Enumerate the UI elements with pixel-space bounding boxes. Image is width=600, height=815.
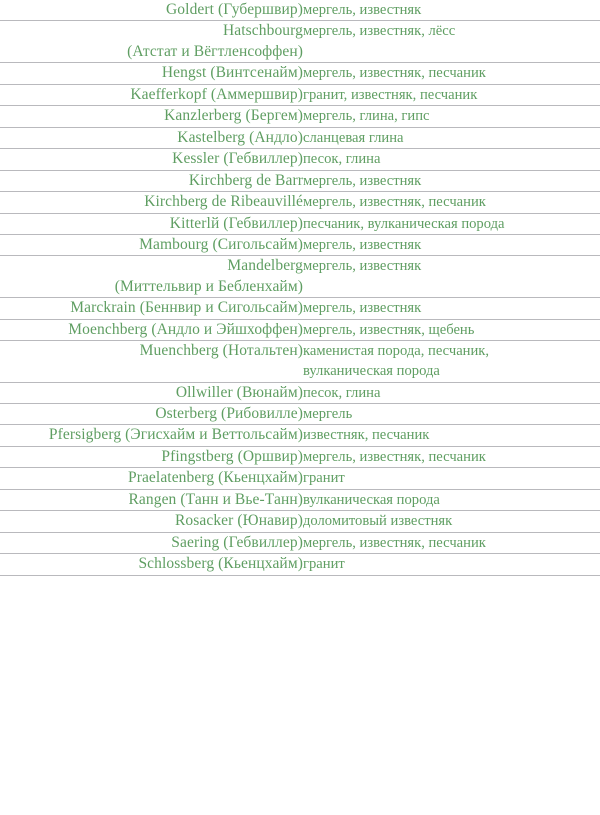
table-row <box>0 213 600 234</box>
soil-type-line: сланцевая глина <box>303 129 404 146</box>
vineyard-name-subline: (Миттельвир и Бебленхайм) <box>114 277 303 295</box>
table-row <box>0 63 600 84</box>
vineyard-name-cell <box>0 468 303 489</box>
table-row <box>0 489 600 510</box>
soil-type-line: мергель, известняк, песчаник <box>303 194 486 211</box>
vineyard-name-line: Osterberg (Рибовилле) <box>155 404 303 422</box>
table-row <box>0 192 600 213</box>
table-row <box>0 468 600 489</box>
vineyard-name-cell <box>0 234 303 255</box>
vineyard-name-line: Rosacker (Юнавир) <box>174 512 303 530</box>
vineyard-name-line: Hatschbourg <box>222 22 303 40</box>
soil-type-line: мергель, глина, гипс <box>303 108 430 125</box>
soil-type-line: мергель, известняк, песчаник <box>303 448 486 465</box>
soil-type-cell <box>303 446 600 467</box>
vineyard-name-cell <box>0 256 303 298</box>
vineyard-name-line: Muenchberg (Нотальтен) <box>139 342 303 360</box>
soil-type-cell <box>303 21 600 63</box>
vineyard-name-cell <box>0 149 303 170</box>
vineyard-name-cell <box>0 63 303 84</box>
soil-type-line: каменистая порода, песчаник, <box>303 343 490 360</box>
vineyard-name-cell <box>0 319 303 340</box>
soil-type-cell <box>303 84 600 105</box>
soil-type-cell <box>303 192 600 213</box>
table-row <box>0 446 600 467</box>
vineyard-name-cell <box>0 382 303 403</box>
soil-type-cell <box>303 403 600 424</box>
table-row <box>0 84 600 105</box>
table-row <box>0 106 600 127</box>
soil-type-cell <box>303 256 600 298</box>
vineyard-name-line: Ollwiller (Вюнайм) <box>175 383 303 401</box>
vineyard-name-cell <box>0 341 303 382</box>
table-row <box>0 127 600 148</box>
vineyard-name-line: Hengst (Винтсенайм) <box>161 64 303 82</box>
vineyard-name-cell <box>0 511 303 532</box>
vineyard-name-line: Kaefferkopf (Аммершвир) <box>130 85 303 103</box>
soil-type-line: гранит <box>303 470 345 487</box>
vineyard-name-line: Mandelberg <box>227 257 303 275</box>
soil-type-cell <box>303 213 600 234</box>
table-row <box>0 21 600 63</box>
soil-type-cell <box>303 170 600 191</box>
soil-type-cell <box>303 554 600 575</box>
vineyard-name-line: Goldert (Губершвир) <box>166 1 303 18</box>
soil-type-line: гранит <box>303 556 345 573</box>
vineyard-name-line: Pfersigberg (Эгисхайм и Веттольсайм) <box>48 426 303 444</box>
soil-type-cell <box>303 489 600 510</box>
vineyard-name-line: Kessler (Гебвиллер) <box>172 150 303 168</box>
table-row <box>0 149 600 170</box>
soil-type-line: мергель, известняк, лёсс <box>303 23 456 40</box>
table-row <box>0 0 600 21</box>
soil-type-cell <box>303 149 600 170</box>
vineyard-name-line: Kirchberg de Barr <box>188 171 303 189</box>
table-row <box>0 170 600 191</box>
soil-type-cell <box>303 106 600 127</box>
vineyard-name-cell <box>0 127 303 148</box>
soil-type-line: мергель, известняк <box>303 2 422 18</box>
vineyard-name-line: Praelatenberg (Кьенцхайм) <box>127 469 303 487</box>
vineyard-name-cell <box>0 192 303 213</box>
vineyard-name-cell <box>0 425 303 446</box>
table-row <box>0 298 600 319</box>
vineyard-name-cell <box>0 170 303 191</box>
table-row <box>0 532 600 553</box>
table-row <box>0 256 600 298</box>
vineyard-name-cell <box>0 298 303 319</box>
vineyard-name-cell <box>0 446 303 467</box>
soil-type-line: известняк, песчаник <box>303 427 430 444</box>
table-row <box>0 511 600 532</box>
vineyard-name-line: Kitterlй (Гебвиллер) <box>169 214 303 232</box>
vineyard-name-cell <box>0 489 303 510</box>
table-row <box>0 554 600 575</box>
vineyard-name-cell <box>0 554 303 575</box>
table-row <box>0 382 600 403</box>
soil-type-line: гранит, известняк, песчаник <box>303 86 478 103</box>
soil-type-line: песчаник, вулканическая порода <box>303 215 505 232</box>
soil-type-line: мергель, известняк, песчаник <box>303 65 486 82</box>
vineyard-name-line: Marckrain (Беннвир и Сигольсайм) <box>70 299 303 317</box>
vineyard-name-line: Mambourg (Сигольсайм) <box>139 235 303 253</box>
soil-type-line: мергель, известняк, песчаник <box>303 534 486 551</box>
table-row <box>0 319 600 340</box>
soil-type-line: доломитовый известняк <box>303 513 453 530</box>
vineyard-name-line: Kanzlerberg (Бергем) <box>164 107 303 125</box>
vineyard-name-cell <box>0 403 303 424</box>
soil-type-cell <box>303 511 600 532</box>
soil-type-line: мергель, известняк <box>303 172 422 189</box>
table-row <box>0 234 600 255</box>
vineyard-name-line: Kastelberg (Андло) <box>177 128 303 146</box>
vineyard-name-subline: (Атстат и Вёгтленсоффен) <box>127 42 303 60</box>
soil-type-cell <box>303 468 600 489</box>
soil-type-line: мергель, известняк <box>303 258 422 275</box>
soil-type-cell <box>303 425 600 446</box>
soil-type-cell <box>303 63 600 84</box>
soil-type-cell <box>303 0 600 21</box>
soil-type-line: мергель <box>303 405 353 422</box>
soil-type-cell <box>303 234 600 255</box>
soil-type-subline: вулканическая порода <box>303 363 440 380</box>
vineyard-name-line: Pfingstberg (Оршвир) <box>161 447 303 465</box>
soil-type-line: вулканическая порода <box>303 491 440 508</box>
vineyard-name-cell <box>0 84 303 105</box>
vineyard-name-cell <box>0 106 303 127</box>
soil-type-cell <box>303 382 600 403</box>
soil-type-line: мергель, известняк <box>303 300 422 317</box>
vineyard-name-cell <box>0 213 303 234</box>
soil-type-line: мергель, известняк <box>303 236 422 253</box>
vineyard-name-cell <box>0 0 303 21</box>
soil-type-cell <box>303 319 600 340</box>
soil-type-cell <box>303 341 600 382</box>
vineyard-name-line: Saering (Гебвиллер) <box>171 533 303 551</box>
vineyard-name-line: Moenchberg (Андло и Эйшхоффен) <box>68 320 303 338</box>
table-row <box>0 425 600 446</box>
soil-type-line: мергель, известняк, щебень <box>303 321 475 338</box>
soil-type-cell <box>303 532 600 553</box>
vineyard-name-line: Rangen (Танн и Вье-Танн) <box>128 490 303 508</box>
vineyard-name-line: Schlossberg (Кьенцхайм) <box>138 555 303 573</box>
vineyard-name-line: Kirchberg de Ribeauvillé <box>144 193 303 211</box>
soil-type-cell <box>303 298 600 319</box>
vineyard-name-cell <box>0 21 303 63</box>
soil-type-line: песок, глина <box>303 151 381 168</box>
vineyard-name-cell <box>0 532 303 553</box>
soil-type-cell <box>303 127 600 148</box>
soil-type-line: песок, глина <box>303 384 381 401</box>
table-row <box>0 403 600 424</box>
table-row <box>0 341 600 382</box>
